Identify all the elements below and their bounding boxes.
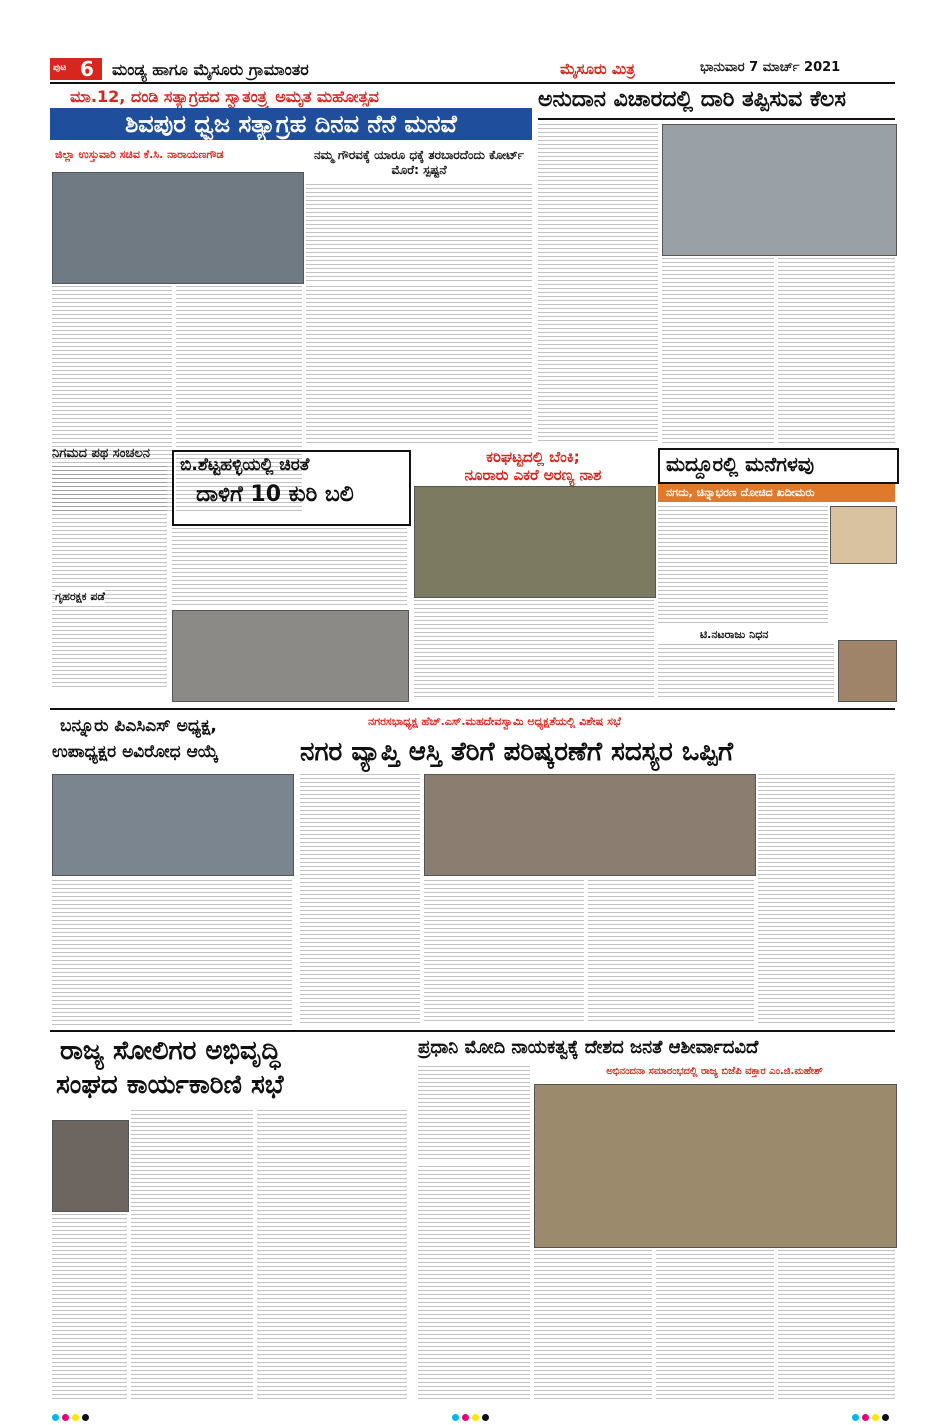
story1-subhead: ಜಿಲ್ಲಾ ಉಸ್ತುವಾರಿ ಸಚಿವ ಕೆ.ಸಿ. ನಾರಾಯಣಗೌಡ: [55, 148, 224, 161]
story3-headline: ಅನುದಾನ ವಿಚಾರದಲ್ಲಿ ದಾರಿ ತಪ್ಪಿಸುವ ಕೆಲಸ: [538, 87, 846, 112]
story9-photo: [424, 774, 756, 876]
lower-rule: [50, 1030, 895, 1032]
story11-body-left: [418, 1066, 530, 1162]
story11-body-col1: [418, 1166, 530, 1400]
story6-headline-line2: ನೂರಾರು ಎಕರೆ ಅರಣ್ಯ ನಾಶ: [464, 466, 602, 484]
story6-headline-line1: ಕರಿಘಟ್ಟದಲ್ಲಿ ಬೆಂಕಿ;: [486, 448, 580, 466]
story3-body-left: [538, 124, 658, 444]
page-number-badge: [50, 58, 102, 80]
story3-rule: [538, 118, 895, 120]
story2-body: [306, 184, 532, 284]
obituary-headline: ಟಿ.ನಟರಾಜು ನಿಧನ: [700, 628, 769, 641]
story7-illustration: [830, 506, 897, 564]
story9-headline: ನಗರ ವ್ಯಾಪ್ತಿ ಆಸ್ತಿ ತೆರಿಗೆ ಪರಿಷ್ಕರಣೆಗೆ ಸದಸ್ಯರ ಒಪ್ಪಿಗೆ: [300, 737, 734, 767]
story10-headline-line2: ಸಂಘದ ಕಾರ್ಯಕಾರಿಣಿ ಸಭೆ: [56, 1070, 284, 1100]
obituary-body: [658, 644, 834, 700]
story1-headline: ಶಿವಪುರ ಧ್ವಜ ಸತ್ಯಾಗ್ರಹ ದಿನವ ನೆನೆ ಮನವೆ: [50, 108, 532, 140]
story6-photo: [414, 486, 656, 598]
mid-rule: [50, 708, 895, 710]
story1-photo: [52, 172, 304, 284]
story9-body-left: [300, 774, 420, 1024]
story4-headline: ನಿಗಮದ ಪಥ ಸಂಚಲನ: [52, 446, 150, 461]
story2-headline: ನಮ್ಮ ಗೌರವಕ್ಕೆ ಯಾರೂ ಧಕ್ಕೆ ತರಬಾರದೆಂದು ಕೋರ್ಟ್ ಮೊರೆ: ಸ್ಪಷ್ಟನೆ: [313, 148, 525, 177]
story8-headline-line1: ಬನ್ನೂರು ಪಿಎಸಿಎಸ್ ಅಧ್ಯಕ್ಷ,: [60, 716, 217, 736]
story10-body-right: [257, 1110, 407, 1400]
story7-body: [658, 506, 828, 626]
story11-headline: ಪ್ರಧಾನಿ ಮೋದಿ ನಾಯಕತ್ವಕ್ಕೆ ದೇಶದ ಜನತೆ ಆಶೀರ್ವಾದವಿದೆ: [418, 1037, 759, 1058]
page-number: 6: [80, 57, 94, 81]
story3-body-mid: [662, 258, 774, 444]
story7-headline: ಮದ್ದೂರಲ್ಲಿ ಮನೆಗಳವು: [666, 452, 815, 476]
masthead-rule: [50, 82, 895, 84]
section-title: ಮಂಡ್ಯ ಹಾಗೂ ಮೈಸೂರು ಗ್ರಾಮಾಂತರ: [112, 60, 309, 79]
story5-headline-line1: ಬಿ.ಶೆಟ್ಟಹಳ್ಳಿಯಲ್ಲಿ ಚಿರತೆ: [180, 455, 310, 475]
story1-body-right2: [306, 286, 532, 444]
story11-subhead: ಅಭಿನಂದನಾ ಸಮಾರಂಭದಲ್ಲಿ ರಾಜ್ಯ ಬಿಜೆಪಿ ವಕ್ತಾರ ಎಂ.ಜಿ.ಮಹೇಶ್: [606, 1066, 823, 1077]
story11-body-col4: [778, 1250, 895, 1400]
story8-photo: [52, 774, 294, 876]
issue-date: ಭಾನುವಾರ 7 ಮಾರ್ಚ್ 2021: [700, 60, 841, 75]
registration-marks-center: [452, 1406, 492, 1425]
story10-photo: [52, 1120, 129, 1212]
paper-name: ಮೈಸೂರು ಮಿತ್ರ: [560, 60, 635, 78]
story8-headline-line2: ಉಪಾಧ್ಯಕ್ಷರ ಅವಿರೋಧ ಆಯ್ಕೆ: [52, 742, 219, 762]
story10-headline-line1: ರಾಜ್ಯ ಸೋಲಿಗರ ಅಭಿವೃದ್ಧಿ: [60, 1036, 281, 1066]
story11-body-col2: [534, 1250, 652, 1400]
story7-subhead: ನಗದು, ಚಿನ್ನಾಭರಣ ದೋಚಿದ ಖದೀಮರು: [658, 484, 895, 502]
story10-body-left: [131, 1110, 253, 1400]
story4-body: [52, 466, 167, 688]
page-label: ಪುಟ: [53, 63, 67, 73]
story6-body: [414, 600, 654, 700]
story3-photo: [662, 124, 897, 256]
story5-photo: [172, 610, 409, 702]
obituary-photo: [838, 640, 897, 702]
story4-subhead: ಗೃಹರಕ್ಷಕ ಪಡೆ: [55, 590, 105, 603]
story11-photo: [534, 1084, 897, 1248]
story1-kicker: ಮಾ.12, ದಂಡಿ ಸತ್ಯಾಗ್ರಹದ ಸ್ವಾತಂತ್ರ್ಯ ಅಮೃತ ಮಹೋತ್ಸವ: [70, 87, 379, 106]
story9-body-mid2: [588, 880, 754, 1024]
story9-kicker: ನಗರಸಭಾಧ್ಯಕ್ಷ ಹೆಚ್.ಎಸ್.ಮಹದೇವಸ್ವಾಮಿ ಅಧ್ಯಕ್ಷತೆಯಲ್ಲಿ ವಿಶೇಷ ಸಭೆ: [368, 715, 621, 728]
story3-body-right: [778, 258, 895, 444]
story11-body-col3: [656, 1250, 774, 1400]
story8-body: [52, 880, 292, 1028]
story9-body-mid1: [424, 880, 584, 1024]
story5-headline-line2: ದಾಳಿಗೆ 10 ಕುರಿ ಬಲಿ: [196, 482, 354, 507]
story10-body-bottom: [52, 1214, 127, 1400]
story9-body-right: [758, 774, 895, 1024]
registration-marks-right: [852, 1406, 892, 1425]
story5-body: [172, 528, 407, 608]
registration-marks-left: [52, 1406, 92, 1425]
